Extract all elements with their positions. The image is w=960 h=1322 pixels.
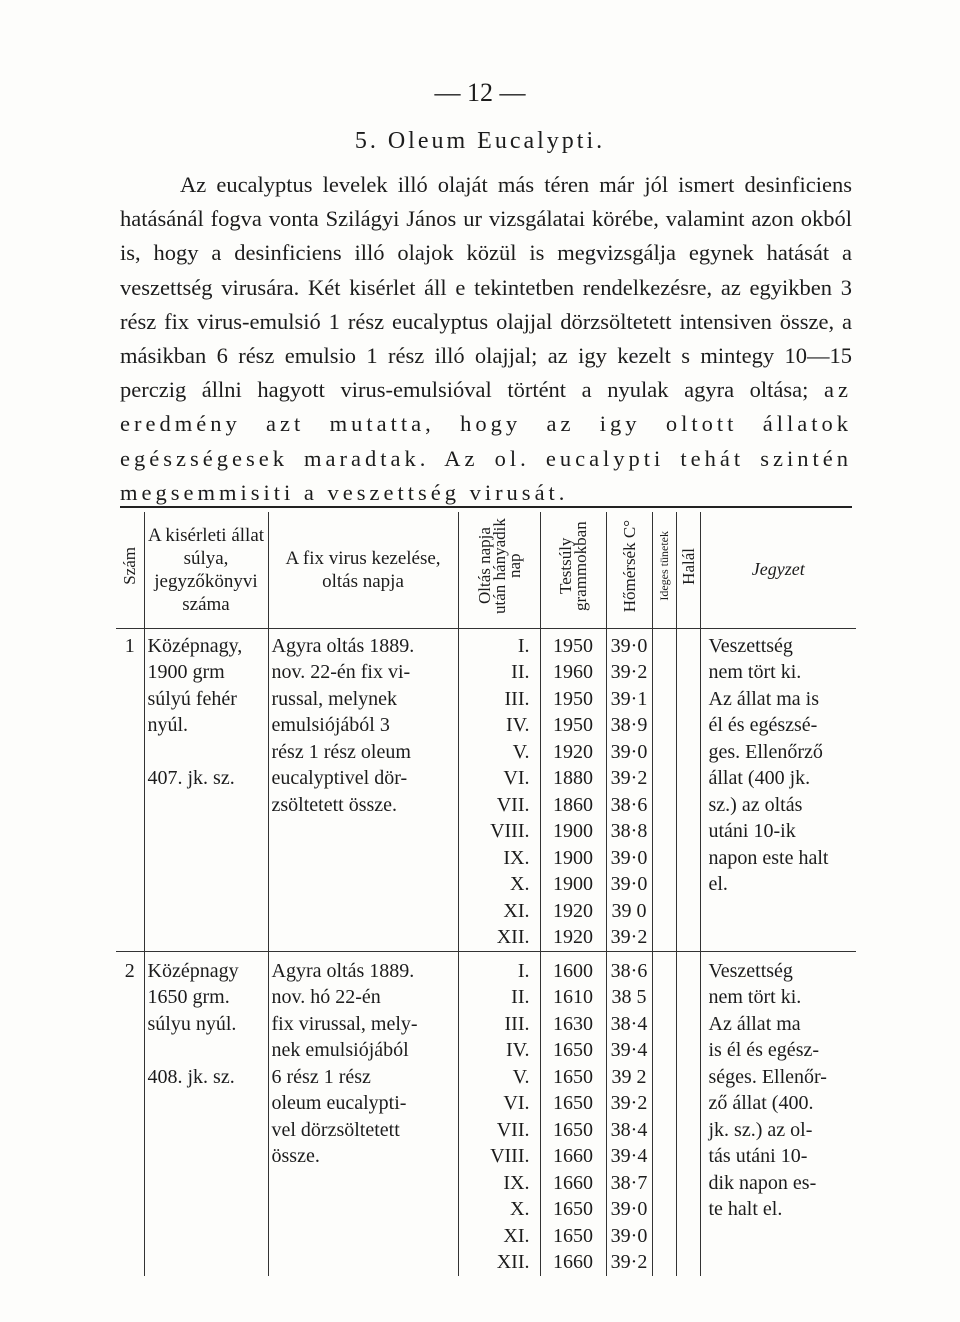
day-cell-line: II. <box>511 986 530 1008</box>
note-cell-line: ző állat (400. <box>708 1092 814 1114</box>
temperature-cell <box>606 951 652 1276</box>
table-header-row <box>116 512 856 628</box>
animal-cell-line: nyúl. <box>147 714 189 736</box>
weight-cell-line: 1920 <box>553 740 593 763</box>
experiment-row <box>116 628 856 951</box>
treatment-cell-line: eucalyptivel dör- <box>271 767 408 789</box>
day-cell-line: XI. <box>503 1224 530 1247</box>
treatment-cell-line: emulsiójából 3 <box>271 714 390 736</box>
day-cell-line: V. <box>512 1065 530 1088</box>
paragraph <box>120 168 852 510</box>
day-cell <box>458 628 540 951</box>
temperature-cell-line: 38·9 <box>610 714 648 736</box>
note-cell-line: Veszettség <box>708 959 793 982</box>
paragraph-text: Az eucalyptus levelek illó olaját más téren már jól ismert desinficiens hatásánál fogva vonta Szilágyi János ur vizsgálatai körébe, valamint azon okból is, hogy a desinficiens illó olajok közül is megvizsgálja egynek hatását a veszettség virusára. Két kisérlet áll e tekintetben rendelkezésre, az egyikben 3 rész fix virus-emulsió 1 rész eucalyptus olajjal dörzsöltetett intensiven össze, a másikban 6 rész emulsio 1 rész illó olajjal; az igy kezelt s mintegy 10—15 perczig állni hagyott virus-emulsióval történt a nyulak agyra oltása; <box>120 172 852 403</box>
treatment-cell-line: fix virussal, mely- <box>271 1012 418 1035</box>
temperature-cell-line: 38·4 <box>610 1012 648 1035</box>
note-cell-line: is él és egész- <box>708 1039 820 1061</box>
day-cell-line: VI. <box>503 1092 530 1114</box>
note-cell-line: utáni 10-ik <box>708 820 796 842</box>
animal-cell-line: Középnagy <box>147 959 239 982</box>
temperature-cell-line: 39·0 <box>610 634 648 657</box>
day-cell-line: IV. <box>505 1039 530 1061</box>
day-cell-line: VI. <box>503 767 530 789</box>
temperature-cell-line: 38·4 <box>610 1118 648 1141</box>
animal-cell-line <box>148 1037 265 1064</box>
treatment-cell-line: össze. <box>271 1145 320 1167</box>
header-jegyzet: Jegyzet <box>700 512 856 628</box>
animal-cell-line: súlyu nyúl. <box>147 1012 237 1035</box>
note-cell-line: sz.) az oltás <box>708 793 803 816</box>
header-szam: Szám <box>116 512 144 628</box>
weight-cell-line: 1950 <box>553 687 593 710</box>
weight-cell-line: 1660 <box>553 1145 593 1167</box>
treatment-cell-line: russal, melynek <box>271 687 398 710</box>
treatment-cell <box>268 951 458 1276</box>
treatment-cell-line: zsöltetett össze. <box>271 793 398 816</box>
day-cell-line: VII. <box>496 1118 530 1141</box>
day-cell-line: I. <box>517 634 530 657</box>
section-title: 5. Oleum Eucalypti. <box>354 128 606 154</box>
note-cell-line: Veszettség <box>708 634 793 657</box>
day-cell-line: IX. <box>503 846 530 869</box>
day-cell-line: III. <box>504 1012 530 1035</box>
note-cell-line: dik napon es- <box>708 1171 817 1194</box>
temperature-cell-line: 38·6 <box>610 959 648 982</box>
weight-cell <box>540 628 606 951</box>
death-cell <box>676 628 700 951</box>
nervous-symptoms-cell <box>652 628 676 951</box>
day-cell-line: I. <box>517 959 530 982</box>
temperature-cell-line: 39·0 <box>610 1224 648 1247</box>
day-cell-line: VIII. <box>490 820 530 842</box>
weight-cell-line: 1920 <box>553 899 593 922</box>
nervous-symptoms-cell <box>652 951 676 1276</box>
note-cell-line: el. <box>708 873 728 895</box>
header-halal: Halál <box>676 512 700 628</box>
body-text <box>120 168 852 510</box>
note-cell-line: napon este halt <box>708 846 829 869</box>
death-cell <box>676 951 700 1276</box>
weight-cell-line: 1660 <box>553 1171 593 1194</box>
weight-cell-line: 1650 <box>553 1224 593 1247</box>
temperature-cell-line: 39·2 <box>610 1251 648 1273</box>
treatment-cell-line: vel dörzsöltetett <box>271 1118 400 1141</box>
weight-cell-line: 1650 <box>553 1039 593 1061</box>
note-cell-line: nem tört ki. <box>708 661 802 683</box>
note-cell-line: Az állat ma is <box>708 687 820 710</box>
weight-cell-line: 1650 <box>553 1198 593 1220</box>
weight-cell-line: 1650 <box>553 1118 593 1141</box>
experiment-table <box>116 512 856 1276</box>
weight-cell-line: 1610 <box>553 986 593 1008</box>
note-cell <box>700 951 856 1276</box>
weight-cell-line: 1900 <box>553 846 593 869</box>
note-cell-line: nem tört ki. <box>708 986 802 1008</box>
temperature-cell-line: 38·6 <box>610 793 648 816</box>
weight-cell-line: 1860 <box>553 793 593 816</box>
temperature-cell-line: 39·2 <box>610 926 648 948</box>
table-top-rule <box>120 506 852 508</box>
header-kezeles: A fix virus kezelése, oltás napja <box>268 512 458 628</box>
weight-cell-line: 1950 <box>553 714 593 736</box>
day-cell-line: VII. <box>496 793 530 816</box>
note-cell-line: él és egészsé- <box>708 714 818 736</box>
day-cell-line: V. <box>512 740 530 763</box>
weight-cell <box>540 951 606 1276</box>
weight-cell-line: 1600 <box>553 959 593 982</box>
day-cell <box>458 951 540 1276</box>
temperature-cell-line: 38 5 <box>611 986 647 1008</box>
weight-cell-line: 1900 <box>553 873 593 895</box>
animal-cell-line: 1650 grm. <box>147 986 230 1008</box>
note-cell <box>700 628 856 951</box>
experiment-number: 1 <box>116 628 144 951</box>
temperature-cell-line: 39·2 <box>610 1092 648 1114</box>
temperature-cell-line: 39·0 <box>610 846 648 869</box>
weight-cell-line: 1880 <box>553 767 593 789</box>
note-cell-line: tás utáni 10- <box>708 1145 808 1167</box>
note-cell-line: séges. Ellenőr- <box>708 1065 827 1088</box>
weight-cell-line: 1660 <box>553 1251 593 1273</box>
temperature-cell-line: 39·4 <box>610 1039 648 1061</box>
treatment-cell-line: nek emulsiójából <box>271 1039 409 1061</box>
animal-cell-line: súlyú fehér <box>147 687 237 710</box>
temperature-cell-line: 39·0 <box>610 873 648 895</box>
page-number: — 12 — <box>434 78 526 107</box>
weight-cell-line: 1650 <box>553 1092 593 1114</box>
temperature-cell <box>606 628 652 951</box>
animal-cell-line <box>148 739 265 766</box>
header-nap: Oltás napja után hányadik nap <box>458 512 540 628</box>
treatment-cell-line: oleum eucalypti- <box>271 1092 407 1114</box>
weight-cell-line: 1630 <box>553 1012 593 1035</box>
treatment-cell-line: Agyra oltás 1889. <box>271 634 415 657</box>
note-cell-line: ges. Ellenőrző <box>708 740 823 763</box>
day-cell-line: IV. <box>505 714 530 736</box>
header-ideges: Ideges tünetek <box>652 512 676 628</box>
temperature-cell-line: 39·0 <box>610 740 648 763</box>
treatment-cell-line: rész 1 rész oleum <box>271 740 411 763</box>
weight-cell-line: 1920 <box>553 926 593 948</box>
treatment-cell-line: 6 rész 1 rész <box>271 1065 371 1088</box>
treatment-cell-line: Agyra oltás 1889. <box>271 959 415 982</box>
temperature-cell-line: 39·2 <box>610 661 648 683</box>
day-cell-line: X. <box>510 873 530 895</box>
temperature-cell-line: 39 2 <box>611 1065 647 1088</box>
animal-cell-line: 408. jk. sz. <box>147 1065 235 1088</box>
note-cell-line: jk. sz.) az ol- <box>708 1118 813 1141</box>
temperature-cell-line: 39·4 <box>610 1145 648 1167</box>
animal-cell-line: Középnagy, <box>147 634 243 657</box>
treatment-cell-line: nov. 22-én fix vi- <box>271 661 411 683</box>
header-allat: A kisérleti állat súlya, jegyzőkönyvi száma <box>144 512 268 628</box>
header-suly: Testsúly grammokban <box>540 512 606 628</box>
day-cell-line: IX. <box>503 1171 530 1194</box>
animal-cell <box>144 628 268 951</box>
animal-cell-line: 407. jk. sz. <box>147 767 235 789</box>
day-cell-line: X. <box>510 1198 530 1220</box>
temperature-cell-line: 39·0 <box>610 1198 648 1220</box>
paragraph-spaced-text: az eredmény azt mutatta, hogy az igy oltott állatok egészségesek maradtak. Az ol. eucalypti tehát szintén megsemmisiti a veszettség virusát. <box>120 377 852 505</box>
temperature-cell-line: 38·7 <box>610 1171 648 1194</box>
day-cell-line: VIII. <box>490 1145 530 1167</box>
experiment-row <box>116 951 856 1276</box>
weight-cell-line: 1650 <box>553 1065 593 1088</box>
day-cell-line: XI. <box>503 899 530 922</box>
treatment-cell <box>268 628 458 951</box>
weight-cell-line: 1950 <box>553 634 593 657</box>
day-cell-line: XII. <box>496 1251 530 1273</box>
animal-cell <box>144 951 268 1276</box>
day-cell-line: II. <box>511 661 530 683</box>
temperature-cell-line: 38·8 <box>610 820 648 842</box>
weight-cell-line: 1900 <box>553 820 593 842</box>
temperature-cell-line: 39·2 <box>610 767 648 789</box>
note-cell-line: te halt el. <box>708 1198 783 1220</box>
weight-cell-line: 1960 <box>553 661 593 683</box>
temperature-cell-line: 39·1 <box>610 687 648 710</box>
experiment-number: 2 <box>116 951 144 1276</box>
temperature-cell-line: 39 0 <box>611 899 647 922</box>
day-cell-line: XII. <box>496 926 530 948</box>
header-homerseklet: Hőmérsék C° <box>606 512 652 628</box>
note-cell-line: Az állat ma <box>708 1012 801 1035</box>
day-cell-line: III. <box>504 687 530 710</box>
note-cell-line: állat (400 jk. <box>708 767 811 789</box>
animal-cell-line: 1900 grm <box>147 661 225 683</box>
treatment-cell-line: nov. hó 22-én <box>271 986 381 1008</box>
